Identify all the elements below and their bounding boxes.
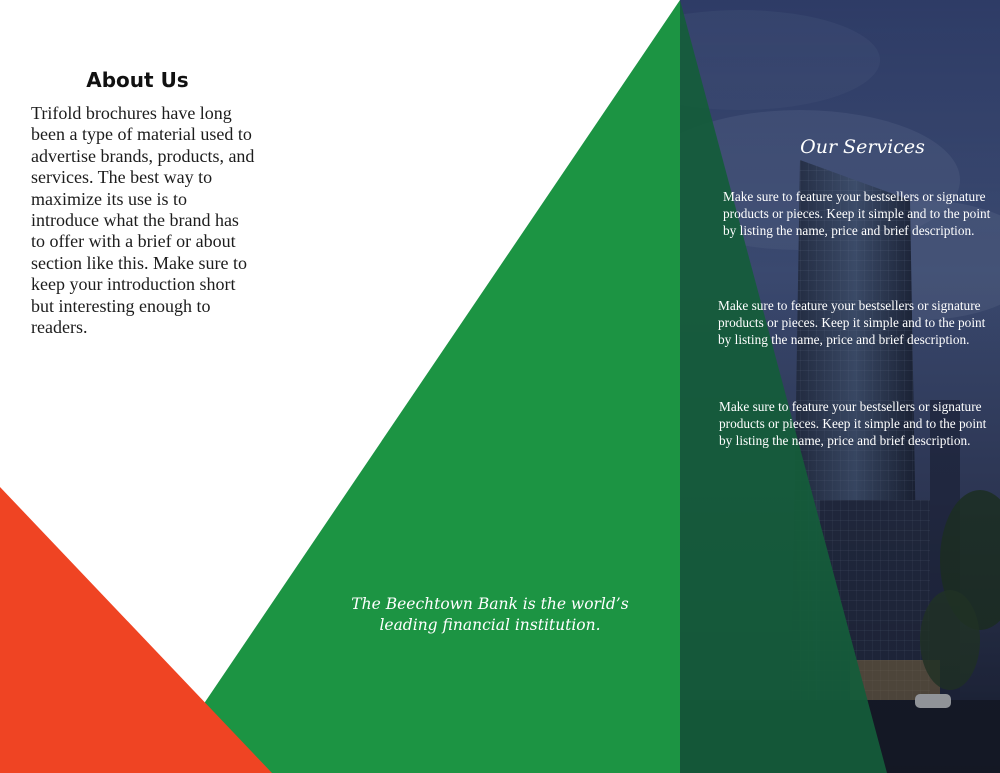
- service-description: Make sure to feature your bestsellers or signature products or pieces. Keep it simple and to the point by listing the name, price and brief description.: [719, 399, 987, 448]
- tagline: [340, 594, 640, 636]
- about-body-text: Trifold brochures have long been a type of material used to advertise brands, products, and services. The best way to maximize its use is to introduce what the brand has to offer with a brief or about section like this. Make sure to keep your introduction short but interesting enough to readers.: [31, 103, 255, 338]
- service-description: Make sure to feature your bestsellers or signature products or pieces. Keep it simple and to the point by listing the name, price and brief description.: [723, 189, 991, 238]
- city-photo: [680, 0, 1000, 773]
- about-title: About Us: [86, 68, 189, 92]
- services-title: Our Services: [800, 136, 925, 158]
- tagline-line-1: The Beechtown Bank is the world’s: [351, 595, 629, 613]
- service-description: Make sure to feature your bestsellers or signature products or pieces. Keep it simple and to the point by listing the name, price and brief description.: [718, 298, 986, 347]
- tagline-line-2: leading financial institution.: [379, 616, 601, 634]
- orange-triangle-shape: [0, 487, 272, 773]
